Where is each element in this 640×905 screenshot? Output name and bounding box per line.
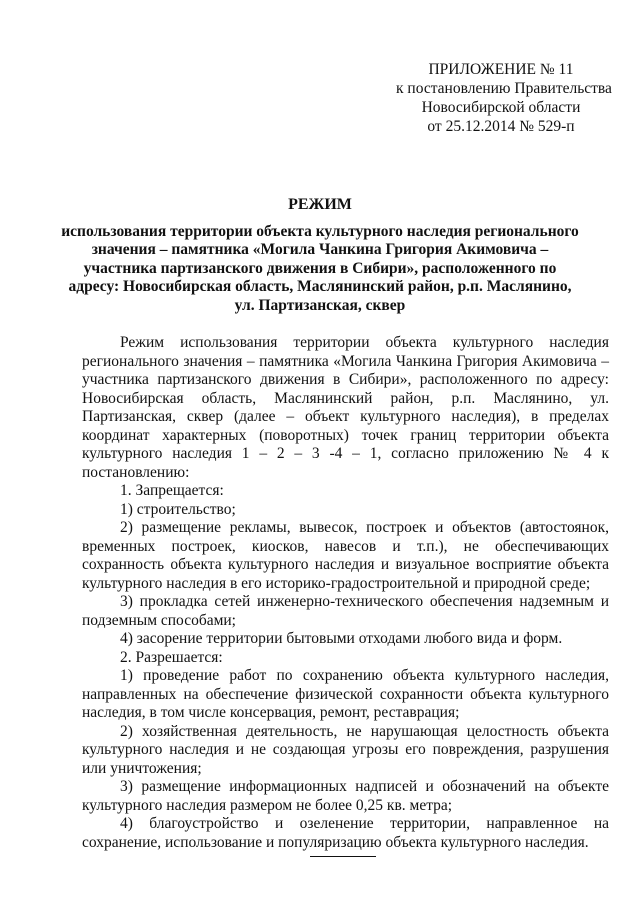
list-item: 3) размещение информационных надписей и обозначений на объекте культурного наследия размером не более 0,25 кв. метра; [82, 778, 609, 814]
appendix-block [396, 60, 612, 136]
closing-divider [310, 856, 376, 857]
intro-paragraph: Режим использования территории объекта культурного наследия регионального значения – памятника «Могила Чанкина Григория Акимовича – участника партизанского движения в Сибири», расположенного по адресу: Новосибирская область, Маслянинский район, р.п. Маслянино, ул. Партизанская, сквер (далее – объект культурного наследия), в пределах координат характерных (поворотных) точек границ территории объекта культурного наследия 1 – 2 – 3 -4 – 1, согласно приложению № 4 к постановлению: [82, 334, 609, 481]
appendix-ref-line: к постановлению Правительства [396, 80, 612, 97]
title-heading: РЕЖИМ [288, 196, 352, 213]
appendix-date: от 25.12.2014 № 529-п [427, 118, 575, 135]
document-title [60, 196, 580, 315]
list-item: 2) хозяйственная деятельность, не нарушающая целостность объекта культурного наследия и не создающая угрозы его повреждения, разрушения или уничтожения; [82, 722, 609, 777]
document-body [82, 334, 609, 852]
section-heading-allowed: 2. Разрешается: [120, 648, 223, 666]
list-item: 2) размещение рекламы, вывесок, построек и объектов (автостоянок, временных построек, киосков, навесов и т.п.), не обеспечивающих сохранность объекта культурного наследия и визуальное восприятие объекта культурного наследия в его историко-градостроительной и природной среде; [82, 519, 609, 592]
list-item: 4) засорение территории бытовыми отходами любого вида и форм. [120, 630, 563, 647]
appendix-ref-line: Новосибирской области [421, 99, 581, 116]
list-item: 1) проведение работ по сохранению объекта культурного наследия, направленных на обеспечение физической сохранности объекта культурного наследия, в том числе консервация, ремонт, реставрация; [82, 667, 609, 721]
section-heading-prohibited: 1. Запрещается: [120, 482, 224, 499]
title-subtitle: использования территории объекта культурного наследия регионального значения – памятника «Могила Чанкина Григория Акимовича – участника партизанского движения в Сибири», расположенного по адресу: Новосибирская область, Маслянинский район, р.п. Маслянино, ул. Партизанская, сквер [61, 222, 579, 314]
list-item: 4) благоустройство и озеленение территории, направленное на сохранение, использование и популяризацию объекта культурного наследия. [82, 815, 609, 851]
appendix-number: ПРИЛОЖЕНИЕ № 11 [428, 61, 574, 78]
list-item: 3) прокладка сетей инженерно-технического обеспечения надземным и подземным способами; [82, 593, 609, 629]
list-item: 1) строительство; [120, 500, 236, 518]
